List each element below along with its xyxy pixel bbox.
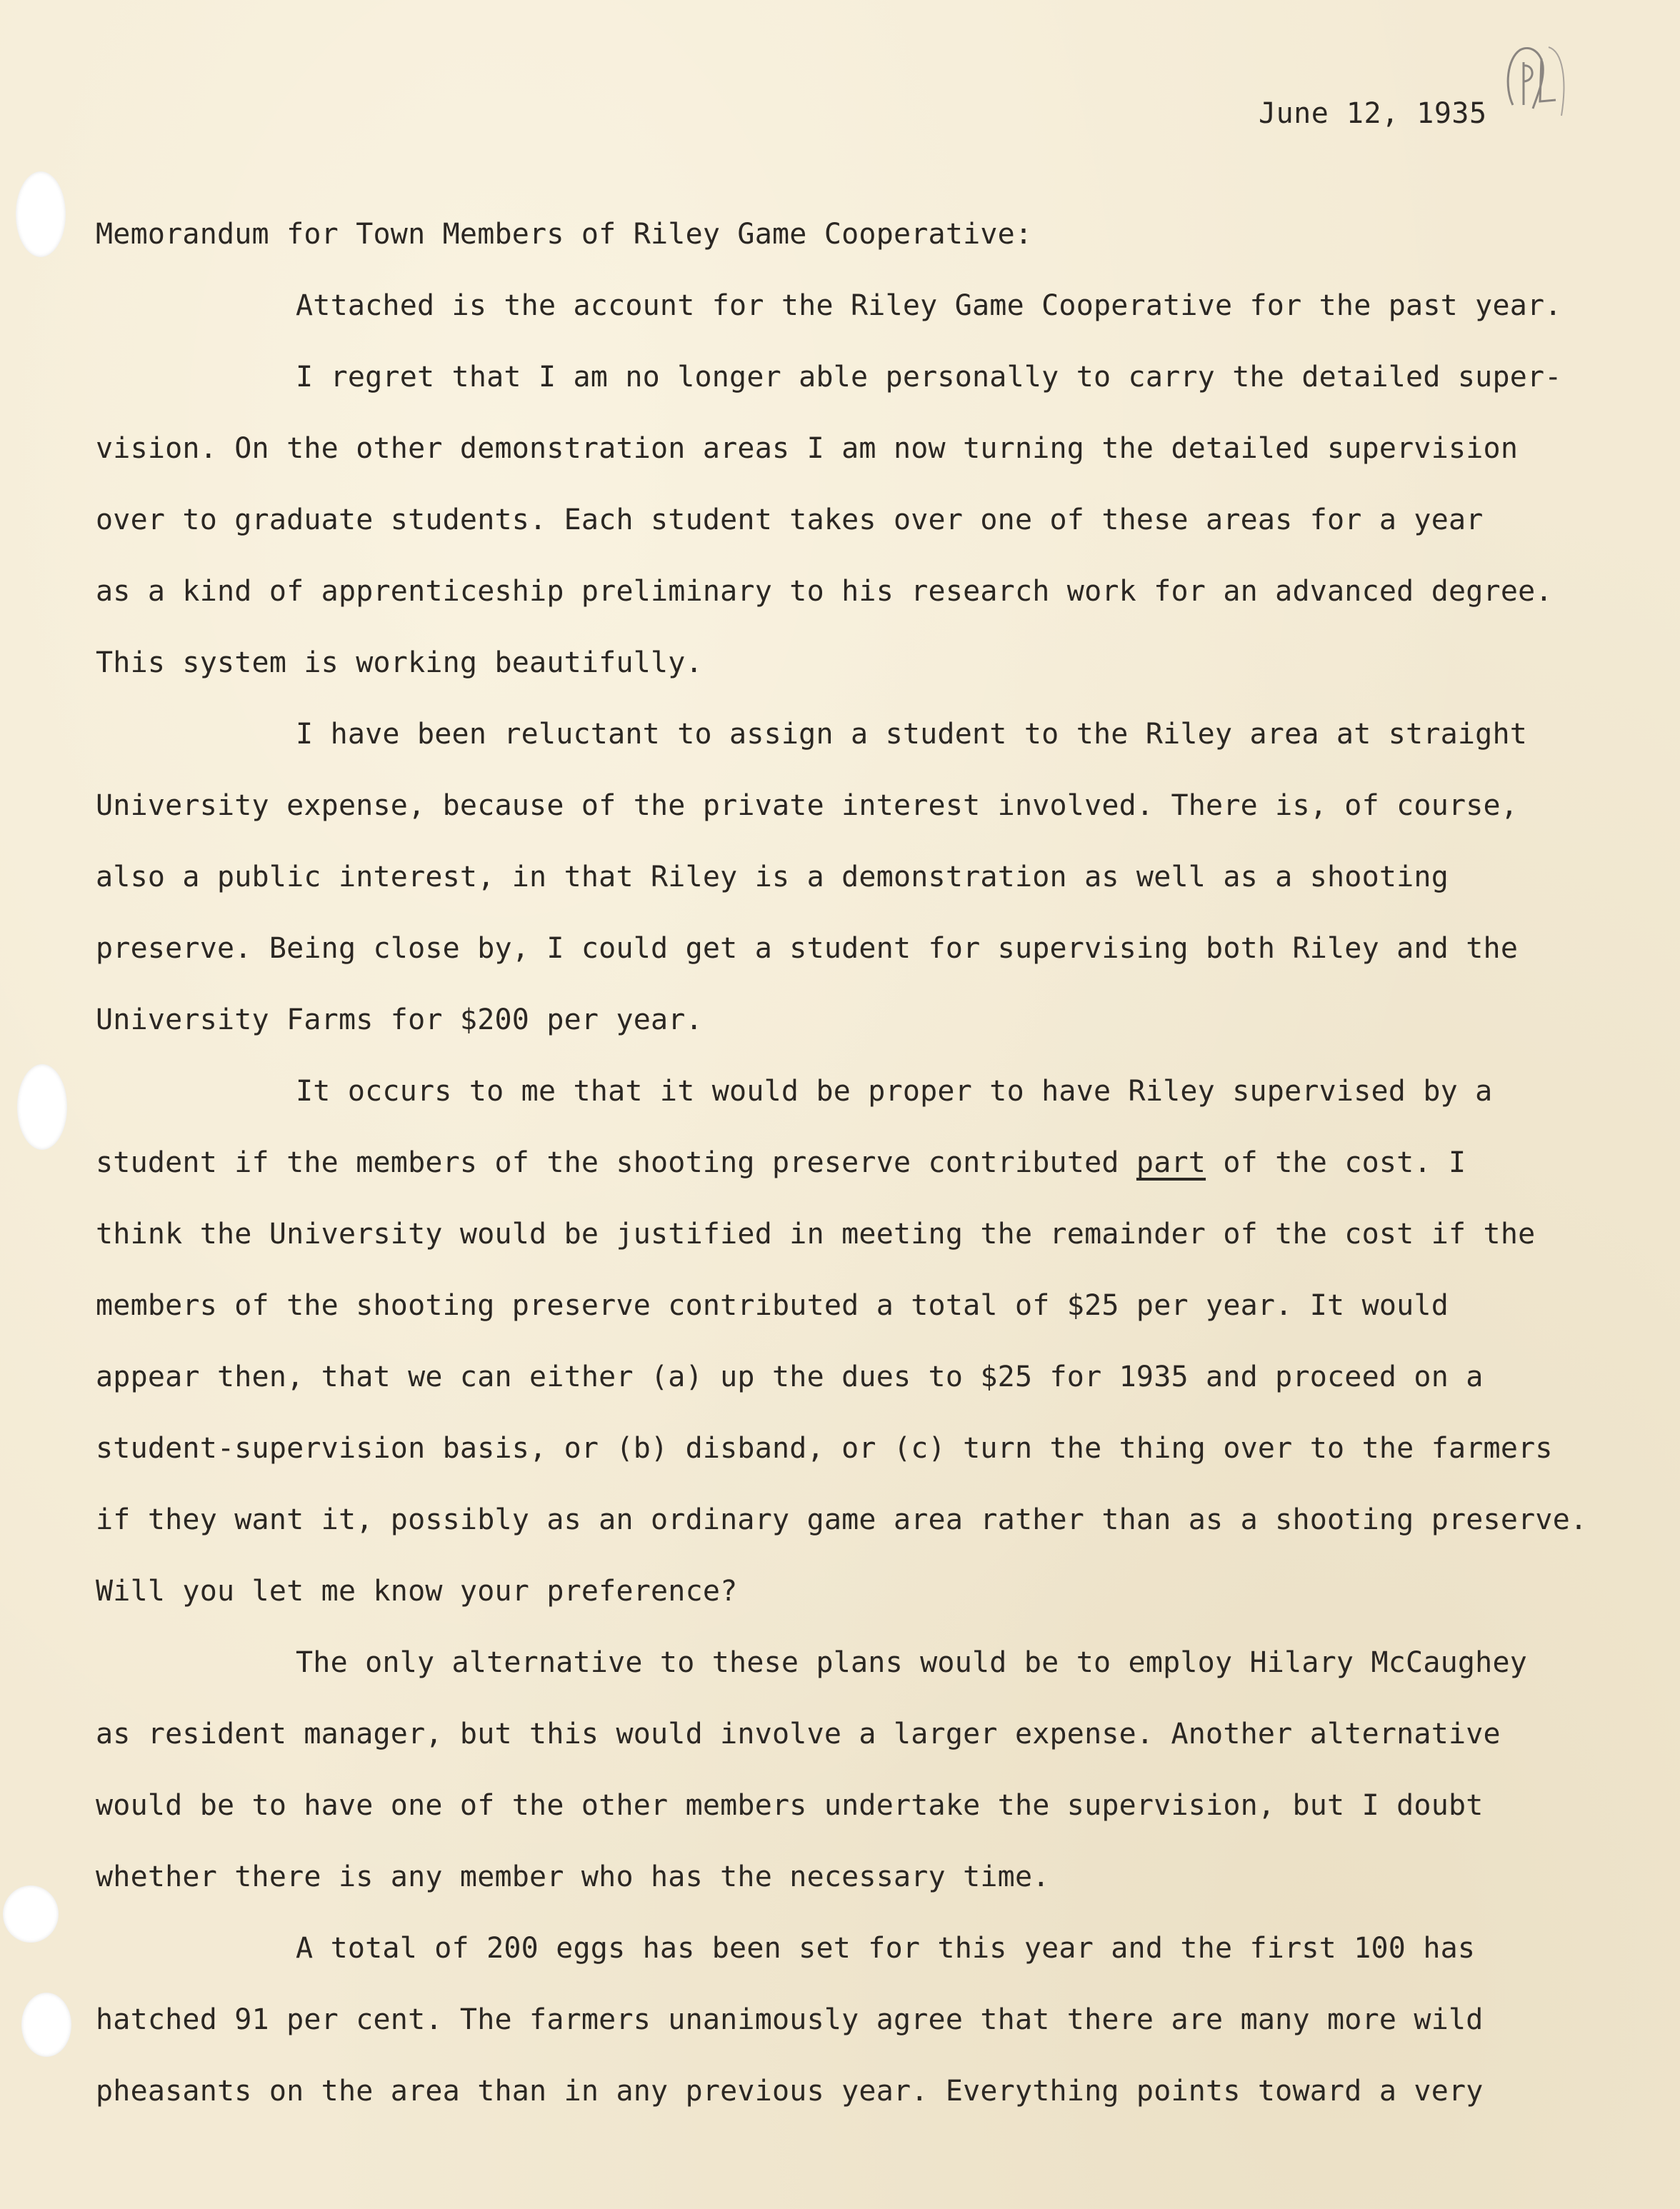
memo-line: This system is working beautifully. <box>96 646 703 679</box>
memo-line: as a kind of apprenticeship preliminary to his research work for an advanced degree. <box>96 575 1553 608</box>
punch-hole <box>21 1993 71 2057</box>
memo-line: whether there is any member who has the necessary time. <box>96 1860 1050 1893</box>
memo-lines <box>96 270 1631 2127</box>
underlined-word: part <box>1136 1146 1206 1179</box>
memo-line: as resident manager, but this would involve a larger expense. Another alternative <box>96 1718 1501 1750</box>
memo-line: Attached is the account for the Riley Game Cooperative for the past year. <box>296 289 1562 322</box>
memo-salutation: Memorandum for Town Members of Riley Game Cooperative: <box>96 218 1033 251</box>
memo-line: over to graduate students. Each student takes over one of these areas for a year <box>96 504 1484 536</box>
memo-line: It occurs to me that it would be proper to have Riley supervised by a <box>296 1075 1493 1108</box>
memo-line: members of the shooting preserve contributed a total of $25 per year. It would <box>96 1289 1449 1322</box>
memo-line: University expense, because of the private interest involved. There is, of course, <box>96 789 1519 822</box>
memo-line: pheasants on the area than in any previous year. Everything points toward a very <box>96 2075 1484 2108</box>
memo-line: University Farms for $200 per year. <box>96 1003 703 1036</box>
memo-line: preserve. Being close by, I could get a student for supervising both Riley and the <box>96 932 1519 965</box>
punch-hole <box>3 1885 59 1943</box>
handwritten-annotation <box>1499 37 1570 130</box>
memo-line: I have been reluctant to assign a student to the Riley area at straight <box>296 718 1528 751</box>
memo-line: A total of 200 eggs has been set for this year and the first 100 has <box>296 1932 1476 1965</box>
memo-line: hatched 91 per cent. The farmers unanimously agree that there are many more wild <box>96 2003 1484 2036</box>
memo-line: I regret that I am no longer able personally to carry the detailed super- <box>296 361 1562 394</box>
memo-line: vision. On the other demonstration areas I am now turning the detailed supervision <box>96 432 1519 465</box>
punch-hole <box>16 171 66 257</box>
memo-line: appear then, that we can either (a) up the dues to $25 for 1935 and proceed on a <box>96 1361 1484 1393</box>
memo-line-text: student if the members of the shooting preserve contributed <box>96 1146 1136 1179</box>
memo-line: if they want it, possibly as an ordinary game area rather than as a shooting preserve. <box>96 1503 1588 1536</box>
memo-date: June 12, 1935 <box>1259 97 1487 130</box>
memo-line-text: of the cost. I <box>1206 1146 1466 1179</box>
memo-body <box>96 199 1631 2127</box>
memo-line <box>96 1127 1631 1198</box>
punch-hole <box>17 1064 67 1150</box>
memo-line: student-supervision basis, or (b) disband, or (c) turn the thing over to the farmers <box>96 1432 1553 1465</box>
memo-line: also a public interest, in that Riley is a demonstration as well as a shooting <box>96 861 1449 893</box>
memo-line: think the University would be justified in meeting the remainder of the cost if the <box>96 1218 1536 1251</box>
memo-line: The only alternative to these plans would be to employ Hilary McCaughey <box>296 1646 1528 1679</box>
memo-line: would be to have one of the other members undertake the supervision, but I doubt <box>96 1789 1484 1822</box>
memo-line: Will you let me know your preference? <box>96 1575 738 1608</box>
